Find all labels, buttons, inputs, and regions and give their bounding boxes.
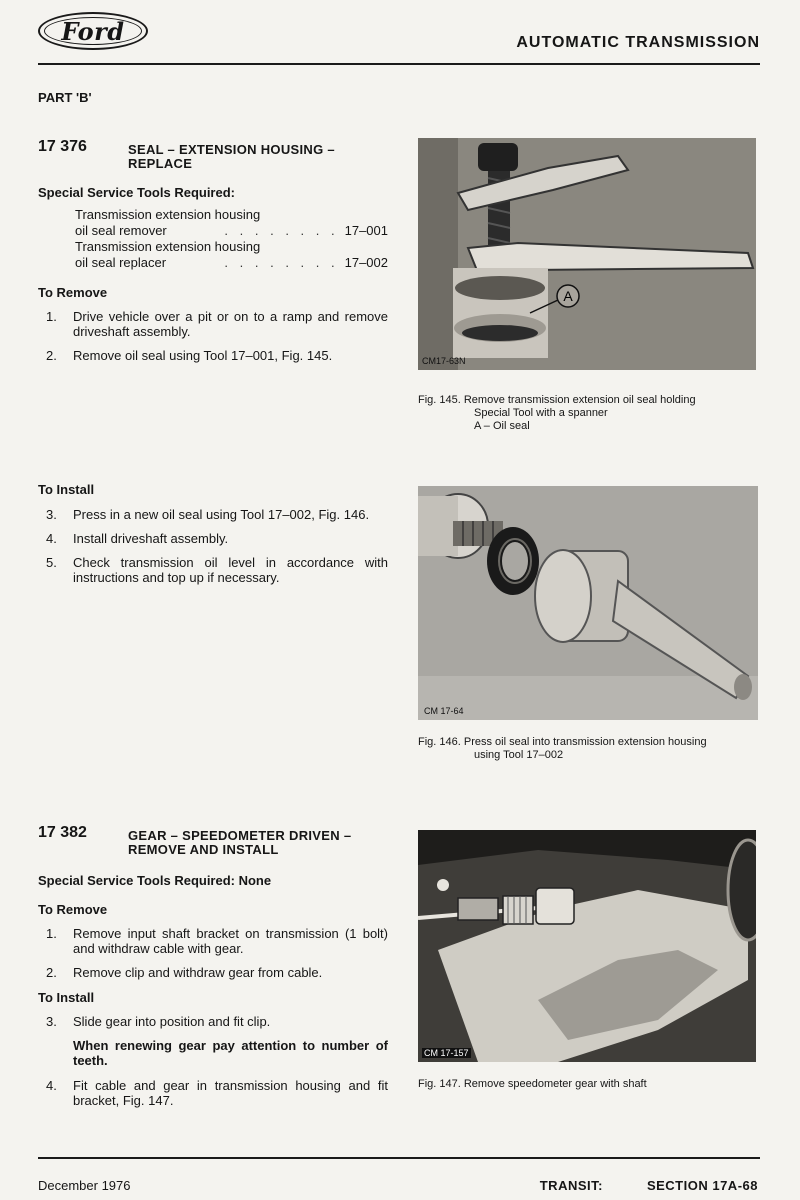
- install-heading: To Install: [38, 990, 95, 1005]
- install-steps: [38, 507, 388, 585]
- tool-code: 17–002: [344, 255, 388, 270]
- footer-date: December 1976: [38, 1178, 131, 1193]
- header-rule: [38, 63, 760, 65]
- section-number: 17 382: [38, 824, 87, 841]
- section-17382-heading: [38, 824, 351, 857]
- remove-steps: [38, 309, 388, 363]
- install-heading: To Install: [38, 482, 95, 497]
- list-item: 1. Remove input shaft bracket on transmission (1 bolt) and withdraw cable with gear.: [46, 926, 388, 956]
- caption-line: Fig. 146. Press oil seal into transmission extension housing: [418, 736, 707, 748]
- section-title-line: REPLACE: [128, 156, 193, 171]
- part-label: PART 'B': [38, 90, 92, 105]
- section-title-line: GEAR – SPEEDOMETER DRIVEN –: [128, 828, 352, 843]
- spanner-tool-illustration: [418, 138, 756, 370]
- figure-code: CM17-63N: [422, 356, 466, 366]
- list-item: 4. Fit cable and gear in transmission housing and fit bracket, Fig. 147.: [46, 1078, 388, 1108]
- caption-line: Fig. 145. Remove transmission extension oil seal holding: [418, 394, 696, 406]
- list-item: 4. Install driveshaft assembly.: [46, 531, 229, 546]
- install-steps: [38, 1014, 388, 1029]
- section-title: [128, 829, 351, 857]
- figure-147-caption: [418, 1078, 647, 1091]
- section-title-line: SEAL – EXTENSION HOUSING –: [128, 142, 335, 157]
- tool-item: Transmission extension housing: [75, 207, 261, 222]
- figure-145-photo: [418, 138, 756, 370]
- caption-line: A – Oil seal: [474, 420, 530, 432]
- list-item: 1. Drive vehicle over a pit or on to a ramp and remove driveshaft assembly.: [46, 309, 388, 339]
- warning-note: When renewing gear pay attention to number of teeth.: [73, 1038, 388, 1068]
- list-item: 5. Check transmission oil level in accordance with instructions and top up if necessary.: [46, 555, 388, 585]
- section-title-line: REMOVE AND INSTALL: [128, 842, 279, 857]
- footer-rule: [38, 1157, 760, 1159]
- remove-heading: To Remove: [38, 285, 108, 300]
- tool-item: Transmission extension housing: [75, 239, 261, 254]
- list-item: 2. Remove clip and withdraw gear from cable.: [46, 965, 323, 980]
- remove-steps: [38, 926, 388, 980]
- callout-label: A: [563, 288, 573, 304]
- install-steps-continued: [38, 1078, 388, 1108]
- section-title: [128, 143, 335, 171]
- tools-list: [38, 207, 388, 271]
- caption-line: Fig. 147. Remove speedometer gear with shaft: [418, 1078, 647, 1090]
- footer-section-number: SECTION 17A-68: [646, 1178, 758, 1193]
- footer-section: [540, 1178, 758, 1193]
- list-item: 2. Remove oil seal using Tool 17–001, Fig. 145.: [46, 348, 333, 363]
- section-17376-install: [38, 482, 388, 594]
- section-17382-body: [38, 873, 388, 1117]
- tools-heading: Special Service Tools Required: None: [38, 873, 272, 888]
- page-header-title: AUTOMATIC TRANSMISSION: [516, 34, 760, 51]
- footer-model: TRANSIT:: [539, 1178, 603, 1193]
- figure-145-caption: [418, 394, 696, 433]
- tool-item: oil seal replacer . . . . . . . . 17–002: [75, 255, 388, 270]
- section-number: 17 376: [38, 138, 87, 155]
- ford-logo: [38, 12, 148, 50]
- section-17376-heading: [38, 138, 335, 171]
- figure-code: CM 17-157: [424, 1048, 469, 1058]
- tools-heading: Special Service Tools Required:: [38, 185, 235, 200]
- list-item: 3. Press in a new oil seal using Tool 17–002, Fig. 146.: [46, 507, 370, 522]
- caption-line: Special Tool with a spanner: [474, 407, 608, 419]
- figure-146-photo: [418, 486, 758, 720]
- caption-line: using Tool 17–002: [474, 749, 564, 761]
- oil-seal-replacer-illustration: [418, 486, 758, 720]
- logo-text: Ford: [61, 16, 125, 46]
- tool-item: oil seal remover . . . . . . . . 17–001: [75, 223, 388, 238]
- speedometer-gear-illustration: [418, 830, 756, 1062]
- section-17376-body: [38, 185, 388, 372]
- figure-code: CM 17-64: [424, 706, 464, 716]
- tool-code: 17–001: [344, 223, 388, 238]
- remove-heading: To Remove: [38, 902, 108, 917]
- figure-146-caption: [418, 736, 707, 762]
- figure-147-photo: [418, 830, 756, 1062]
- list-item: 3. Slide gear into position and fit clip.: [46, 1014, 271, 1029]
